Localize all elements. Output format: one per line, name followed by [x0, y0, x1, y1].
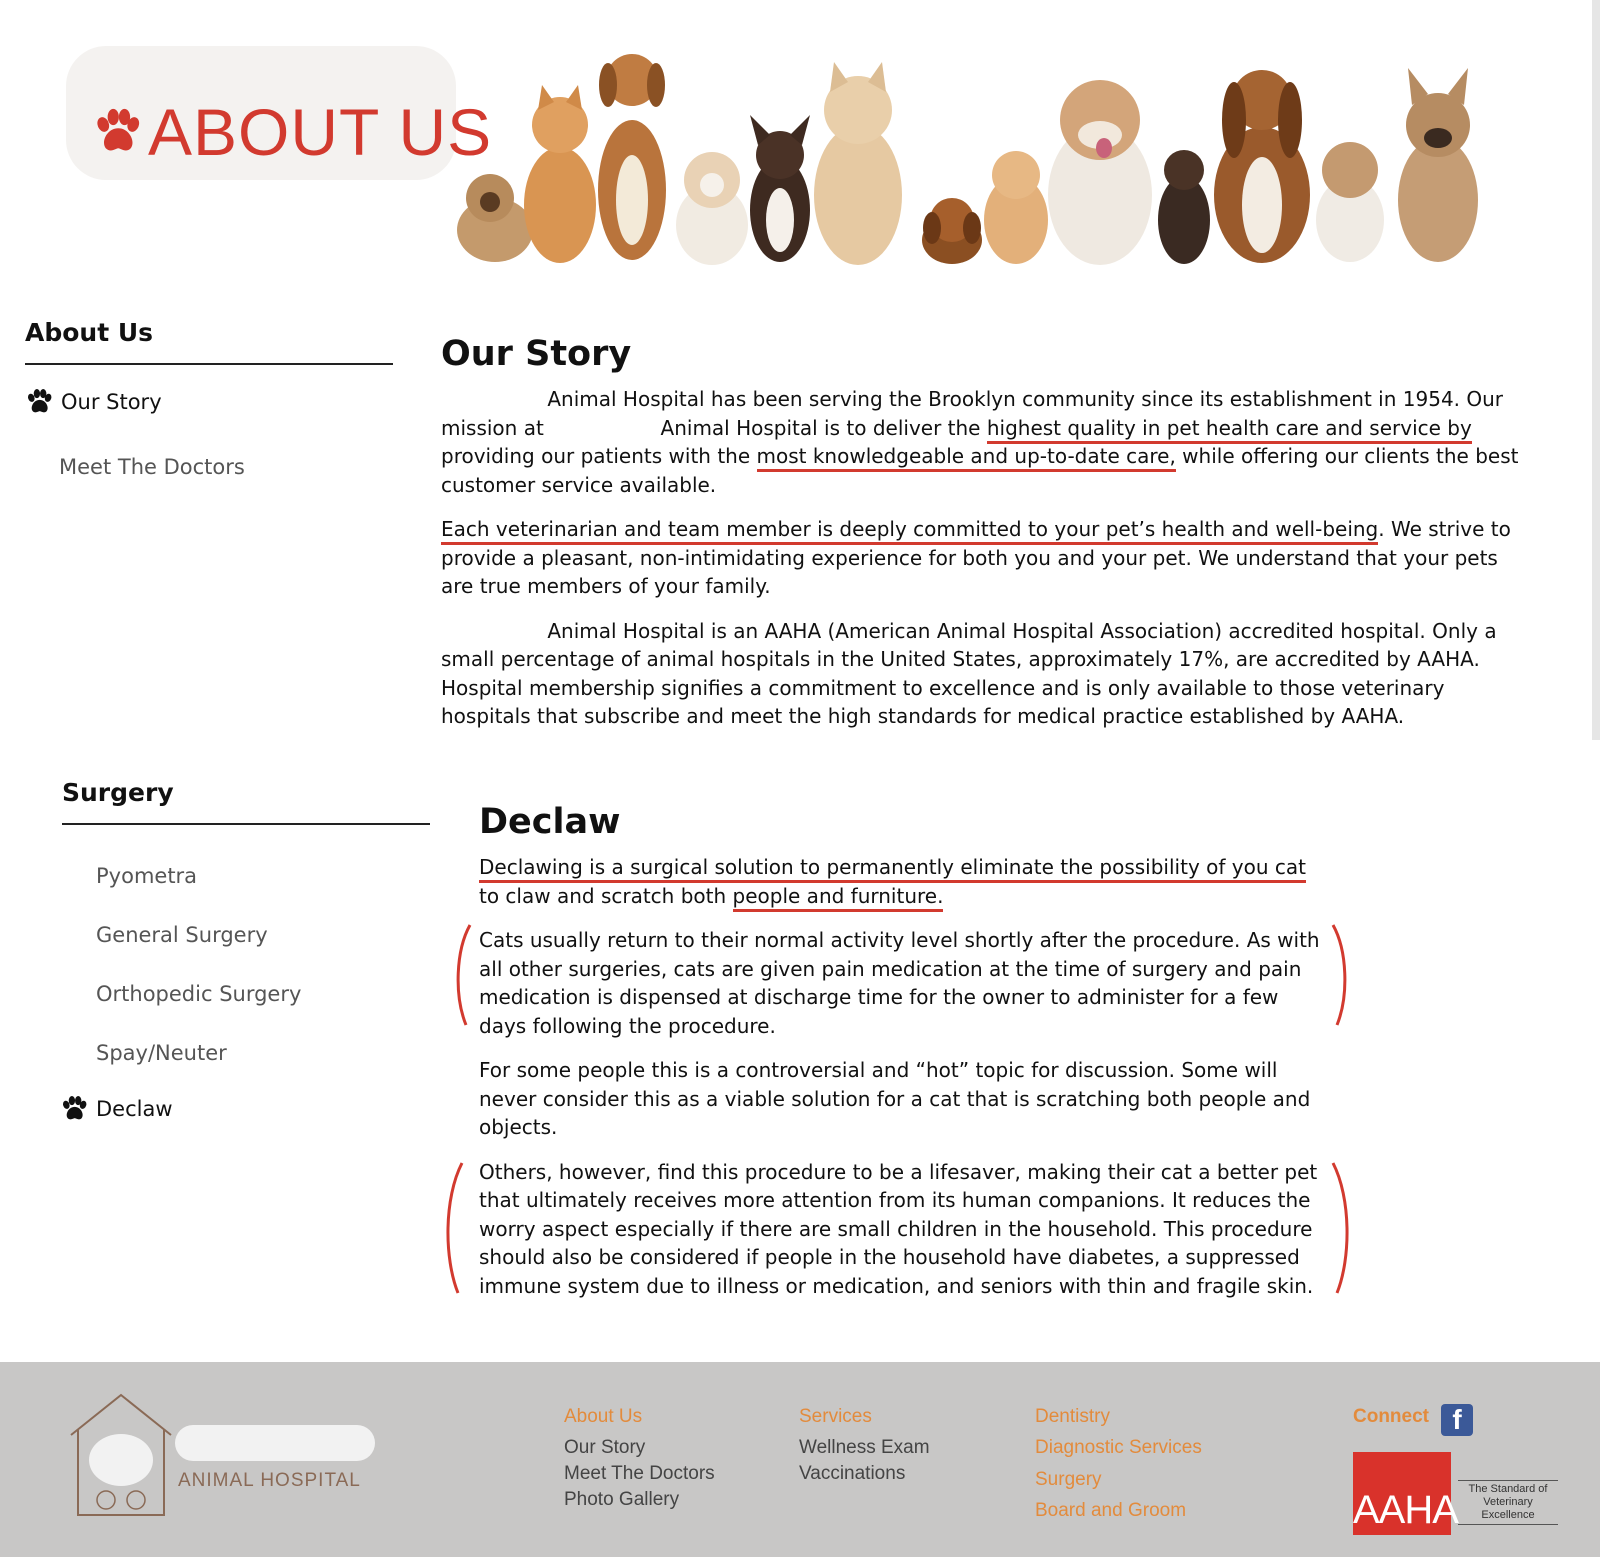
- redacted-hospital-name: [175, 1425, 375, 1461]
- declaw-paragraph-2: Cats usually return to their normal activity level shortly after the procedure. As with all other surgeries, cats are given pain medication at the time of surgery and pain medication is dispensed at discharge time for the owner to administer for a few days following the procedure.: [479, 928, 1320, 1038]
- footer-link-vaccinations[interactable]: Vaccinations: [799, 1463, 906, 1484]
- sidebar-item-label: Meet The Doctors: [59, 455, 245, 479]
- surgery-sidebar-divider: [62, 823, 430, 825]
- pet-chihuahua: [750, 115, 810, 262]
- text-segment: providing our patients with the: [441, 444, 751, 468]
- footer-logo-text: ANIMAL HOSPITAL: [178, 1470, 361, 1491]
- footer-connect-label: Connect: [1353, 1406, 1429, 1427]
- footer-link-about-us[interactable]: About Us: [564, 1406, 643, 1427]
- sidebar-item-label: Pyometra: [96, 864, 198, 888]
- pet-basset-hound: [1214, 70, 1310, 263]
- sidebar-item-general-surgery[interactable]: [96, 923, 268, 947]
- footer-link-meet-the-doctors[interactable]: Meet The Doctors: [564, 1463, 715, 1484]
- sidebar-item-label: Our Story: [61, 390, 162, 414]
- sidebar-item-our-story[interactable]: [25, 388, 162, 416]
- pet-dog-tan: [598, 54, 666, 260]
- sidebar-item-spay-neuter[interactable]: [96, 1041, 227, 1065]
- redacted-name: [550, 414, 654, 443]
- declaw-paragraph-1: [479, 853, 1324, 910]
- text-segment: Animal Hospital is to deliver the: [660, 415, 981, 440]
- aaha-badge: [1353, 1452, 1458, 1535]
- about-sidebar-divider: [25, 363, 393, 365]
- pet-cat-tortoiseshell: [1158, 150, 1210, 264]
- sidebar-item-orthopedic-surgery[interactable]: [96, 982, 301, 1006]
- footer-link-surgery[interactable]: Surgery: [1035, 1469, 1102, 1490]
- footer-link-board-and-groom[interactable]: Board and Groom: [1035, 1500, 1187, 1521]
- pet-cat-white: [676, 152, 748, 265]
- declaw-paragraph-4: Others, however, find this procedure to be a lifesaver, making their cat a better pet that ultimately receives more attention from its human companions. It reduces the worry aspect especially if there are small children in the household. This procedure should also be considered if people in the household have diabetes, a suppressed immune system due to illness or medication, and seniors with thin and fragile skin.: [479, 1159, 1318, 1298]
- paw-icon: [92, 107, 142, 157]
- sidebar-item-label: Declaw: [96, 1097, 173, 1121]
- highlighted-text: Declawing is a surgical solution to permanently eliminate the possibility of you cat: [479, 855, 1306, 883]
- declaw-body: [479, 853, 1324, 1300]
- facebook-icon[interactable]: f: [1441, 1404, 1473, 1436]
- aaha-tagline-line: The Standard of: [1468, 1483, 1548, 1495]
- footer-link-diagnostic-services[interactable]: Diagnostic Services: [1035, 1437, 1202, 1458]
- pets-banner-image: [450, 30, 1500, 270]
- our-story-paragraph-2: [441, 515, 1521, 601]
- sidebar-item-pyometra[interactable]: [96, 864, 197, 888]
- footer-link-services[interactable]: Services: [799, 1406, 872, 1427]
- annotation-bracket-left: [450, 920, 480, 1030]
- vertical-scrollbar[interactable]: [1592, 0, 1600, 740]
- declaw-title: Declaw: [479, 802, 621, 842]
- highlighted-text: Each veterinarian and team member is deeply committed to your pet’s health and well-being: [441, 517, 1378, 545]
- hero-title-text: ABOUT US: [148, 95, 493, 169]
- surgery-sidebar-heading: Surgery: [62, 778, 174, 807]
- sidebar-item-label: Orthopedic Surgery: [96, 982, 302, 1006]
- annotation-bracket-left: [440, 1158, 470, 1298]
- redacted-name: [441, 385, 541, 414]
- house-logo-icon: [66, 1390, 176, 1520]
- highlighted-text: most knowledgeable and up-to-date care,: [757, 444, 1176, 472]
- pet-puppy-brown: [922, 198, 982, 264]
- footer-link-photo-gallery[interactable]: Photo Gallery: [564, 1489, 680, 1510]
- footer-link-wellness-exam[interactable]: Wellness Exam: [799, 1437, 930, 1458]
- pet-bulldog: [1048, 80, 1152, 265]
- hero-title: [92, 92, 492, 172]
- pet-cat-cream: [814, 62, 902, 265]
- pet-cat-orange: [524, 85, 596, 263]
- aaha-badge-text: AAHA: [1353, 1488, 1458, 1532]
- our-story-paragraph-1: [441, 385, 1521, 499]
- highlighted-text: highest quality in pet health care and service by: [987, 416, 1472, 444]
- pet-kitten-ginger: [984, 151, 1048, 264]
- aaha-tagline-line: Veterinary Excellence: [1481, 1496, 1535, 1521]
- sidebar-item-meet-the-doctors[interactable]: [59, 455, 245, 479]
- our-story-title: Our Story: [441, 334, 632, 374]
- our-story-body: [441, 385, 1521, 731]
- sidebar-item-label: General Surgery: [96, 923, 268, 947]
- text-segment: while offering our clients the best customer service available.: [441, 444, 1519, 497]
- aaha-tagline: [1458, 1480, 1558, 1525]
- redacted-name: [441, 617, 541, 646]
- pet-french-bulldog: [1398, 68, 1478, 262]
- text-segment: Animal Hospital is an AAHA (American Animal Hospital Association) accredited hospital. Only a small percentage of animal hospitals in the United States, approximately 17%, are accredited by AAHA. Hospital membership signifies a commitment to excellence and is only available to those veterinary hospitals that subscribe and meet the high standards for medical practice established by AAHA.: [441, 618, 1497, 728]
- sidebar-item-label: Spay/Neuter: [96, 1041, 227, 1065]
- paw-icon: [60, 1095, 88, 1123]
- text-segment: Animal Hospital has been serving the Brooklyn community since its establishment in 1954. Our mission at: [441, 387, 1504, 440]
- declaw-paragraph-3: For some people this is a controversial and “hot” topic for discussion. Some will never consider this as a viable solution for a cat that is scratching both people and objects.: [479, 1058, 1311, 1139]
- annotation-bracket-right: [1325, 920, 1355, 1030]
- paw-icon: [25, 388, 53, 416]
- sidebar-item-declaw[interactable]: [60, 1095, 173, 1123]
- text-segment: to claw and scratch both: [479, 883, 727, 908]
- footer-link-dentistry[interactable]: Dentistry: [1035, 1406, 1110, 1427]
- footer-link-our-story[interactable]: Our Story: [564, 1437, 646, 1458]
- highlighted-text: people and furniture.: [733, 884, 944, 912]
- about-sidebar-heading: About Us: [25, 318, 154, 347]
- our-story-paragraph-3: [441, 617, 1521, 731]
- pet-cat-exotic: [1316, 142, 1384, 262]
- text-segment: . We strive to provide a pleasant, non-intimidating experience for both you and your pet. We understand that your pets are true members of your family.: [441, 517, 1511, 598]
- pet-dog-small: [457, 174, 533, 262]
- annotation-bracket-right: [1325, 1158, 1355, 1298]
